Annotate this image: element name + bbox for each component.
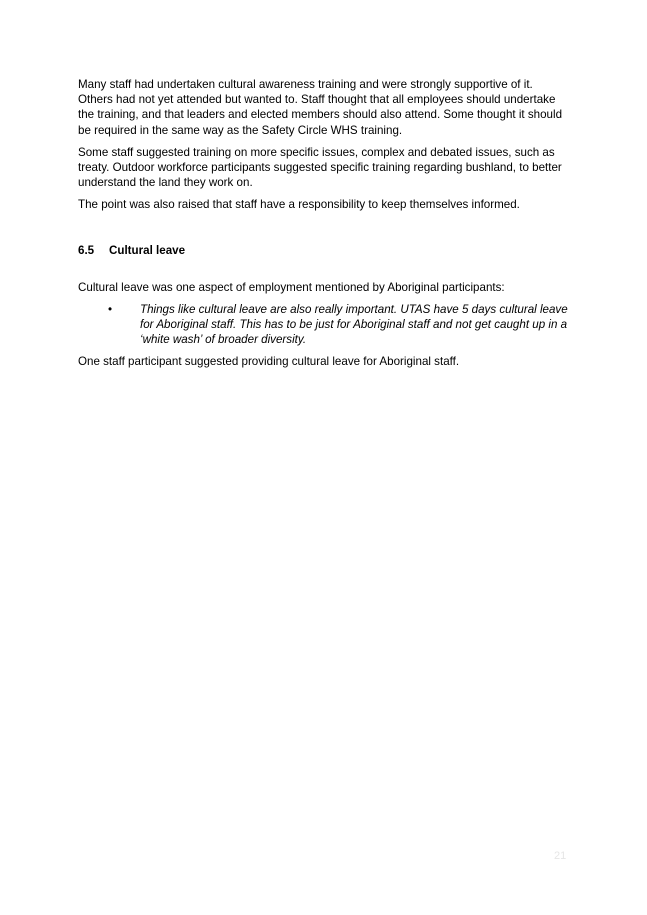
paragraph-specific-training: Some staff suggested training on more specific issues, complex and debated issues, such as treaty. Outdoor workforce participants suggested specific training regarding bushland, to better understand the land they work on. (78, 145, 562, 190)
quote-list (78, 302, 568, 348)
paragraph-cultural-leave-intro: Cultural leave was one aspect of employment mentioned by Aboriginal participants: (78, 280, 505, 294)
bullet-icon: • (108, 302, 113, 316)
section-heading (78, 243, 568, 258)
paragraph-closing: One staff participant suggested providing cultural leave for Aboriginal staff. (78, 355, 460, 369)
page-content (78, 77, 568, 377)
paragraph-staff-responsibility: The point was also raised that staff have a responsibility to keep themselves informed. (78, 198, 520, 212)
section-number: 6.5 (78, 243, 95, 257)
section-title: Cultural leave (109, 243, 186, 257)
page-number: 21 (554, 850, 567, 862)
paragraph-training-support: Many staff had undertaken cultural awareness training and were strongly supportive of it. Others had not yet attended but wanted to. Staff thought that all employees should undertake the training, and that leaders and elected members should also attend. Some thought it should be required in the same way as the Safety Circle WHS training. (78, 78, 563, 137)
participant-quote: Things like cultural leave are also really important. UTAS have 5 days cultural leave for Aboriginal staff. This has to be just for Aboriginal staff and not get caught up in a ‘white wash’ of broader diversity. (140, 302, 568, 347)
list-item (78, 302, 568, 348)
